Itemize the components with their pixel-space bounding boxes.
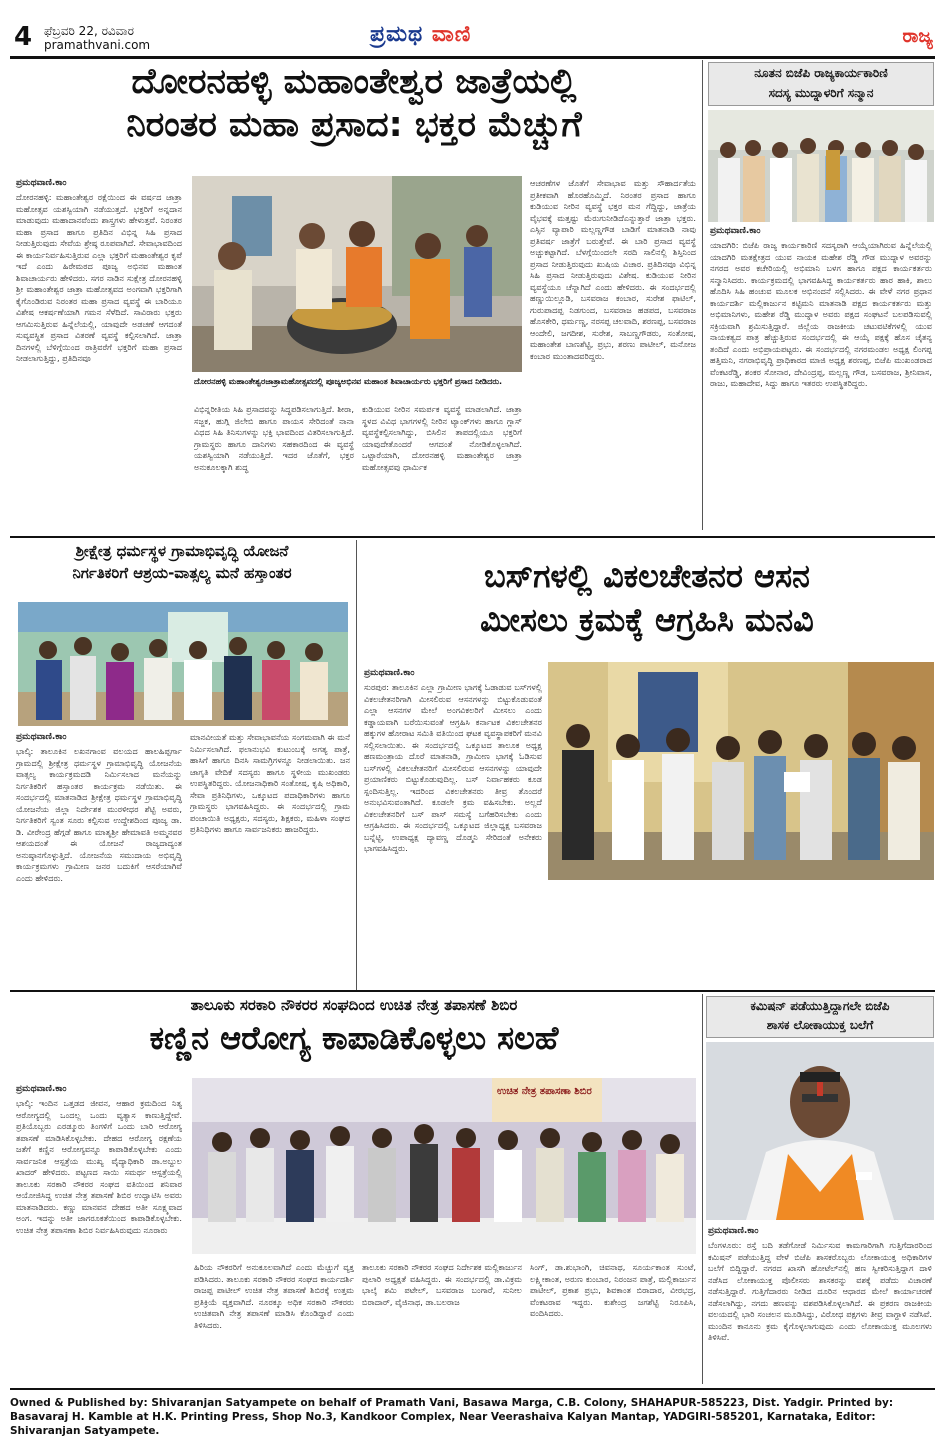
column-divider-3 (702, 994, 703, 1384)
story5-col4: ಸಿಂಗ್, ಡಾ.ಶುಭಾಂಗಿ, ಚಿವನಾಥ, ಸೂರ್ಯಕಾಂತ ಸುಂಟೆ, ಲಕ್ಷ್ಮೀಕಾಂತ, ಅರುಣ ಕುಂಬಾರ, ನಿರಂಜನ ಪಾತ್ರೆ, ಮಲ್ಲಿಕಾರ್ಜುನ ಪಾಟೀಲ್, ಪ್ರಕಾಶ ಪ್ರಭು, ಶಿವಕಾಂತ ಬಿರಾದಾರ, ವೀರಭದ್ರ, ವೆಂಕಟರಾವ ಇದ್ದರು. ಕುಶೇಂದ್ರ ಜಗಶೆಟ್ಟಿ ನಿರೂಪಿಸಿ, ವಂದಿಸಿದರು. (530, 1262, 696, 1318)
story3-headline-line1: ಶ್ರೀಕ್ಷೇತ್ರ ಧರ್ಮಸ್ಥಳ ಗ್ರಾಮಾಭಿವೃದ್ಧಿ ಯೋಜನೆ (75, 542, 289, 560)
story5-headline-line1: ತಾಲೂಕು ಸರಕಾರಿ ನೌಕರರ ಸಂಘದಿಂದ ಉಚಿತ ನೇತ್ರ ತಪಾಸಣೆ ಶಿಬಿರ (190, 996, 518, 1014)
story3-headline-line2: ನಿರ್ಗತಿಕರಿಗೆ ಆಶ್ರಯ-ವಾತ್ಸಲ್ಯ ಮನೆ ಹಸ್ತಾಂತರ (72, 563, 292, 582)
story1-headline-line1: ದೋರನಹಳ್ಳಿ ಮಹಾಂತೇಶ್ವರ ಜಾತ್ರೆಯಲ್ಲಿ (131, 62, 577, 102)
header-rule (10, 56, 935, 59)
story4-body: ಸುರಪುರ: ತಾಲೂಕಿನ ಎಲ್ಲಾ ಗ್ರಾಮೀಣ ಭಾಗಕ್ಕೆ ಓಡಾಡುವ ಬಸ್‌ಗಳಲ್ಲಿ ವಿಕಲಚೇತನರಿಗಾಗಿ ಮೀಸಲಿರುವ ಆಸನಗಳನ್ನು ಬಿಟ್ಟುಕೊಡುವಂತೆ ಎಲ್ಲಾ ಆಸನಗಳ ಮೇಲೆ ಅಂಗವಿಕಲರಿಗೆ ಮೀಸಲು ಎಂದು ಕಡ್ಡಾಯವಾಗಿ ಬರೆಯಿಸುವಂತೆ ಆಗ್ರಹಿಸಿ ಕರ್ನಾಟಕ ವಿಕಲಚೇತನರ ಹಕ್ಕುಗಳ ಹೋರಾಟ ಸಮಿತಿ ವತಿಯಿಂದ ಘಟಕ ವ್ಯವಸ್ಥಾಪಕರಿಗೆ ಮನವಿ ಸಲ್ಲಿಸಲಾಯಿತು. ಈ ಸಂದರ್ಭದಲ್ಲಿ ಒಕ್ಕೂಟದ ತಾಲೂಕ ಅಧ್ಯಕ್ಷ ಹಣಮಂತ್ರಾಯ ದೊರೆ ಮಾತನಾಡಿ, ಗ್ರಾಮೀಣ ಭಾಗಕ್ಕೆ ಓಡಿಸುವ ಬಸ್‌ಗಳಲ್ಲಿ ವಿಕಲಚೇತನರಿಗೆ ಮೀಸಲಿರುವ ಆಸನಗಳನ್ನು ಯಾವುದೇ ಪ್ರಯಾಣಿಕರು ಬಿಟ್ಟುಕೊಡುವುದಿಲ್ಲ. ಬಸ್ ನಿರ್ವಾಹಕರು ಕೂಡ ಸ್ಪಂದಿಸುತ್ತಿಲ್ಲ. ಇದರಿಂದ ವಿಕಲಚೇತನರು ತೀವ್ರ ತೊಂದರೆ ಅನುಭವಿಸುವಂತಾಗಿದೆ. ಕೂಡಲೇ ಕ್ರಮ ವಹಿಸಬೇಕು. ಅಲ್ಲದೆ ವಿಕಲಚೇತನರಿಗೆ ಬಸ್ ಪಾಸ್ ಸಮಸ್ಯೆ ಬಗೆಹರಿಸಬೇಕು ಎಂದು ಆಗ್ರಹಿಸಿದರು. ಈ ಸಂದರ್ಭದಲ್ಲಿ ಒಕ್ಕೂಟದ ಜಿಲ್ಲಾಧ್ಯಕ್ಷ ಬಸವರಾಜ ಬನ್ನೆಟ್ಟಿ, ಉಪಾಧ್ಯಕ್ಷ ದ್ಯಾವಣ್ಣ ದೊಡ್ಮನಿ ಸೇರಿದಂತೆ ಅನೇಕರು ಭಾಗವಹಿಸಿದ್ದರು. (364, 682, 542, 853)
story6-photo (706, 1042, 934, 1220)
story5-col2: ಹಿರಿಯ ನೌಕರರಿಗೆ ಅನುಕೂಲವಾಗಿದೆ ಎಂದು ಮೆಚ್ಚುಗೆ ವ್ಯಕ್ತ ಪಡಿಸಿದರು. ತಾಲೂಕು ಸರಕಾರಿ ನೌಕರರ ಸಂಘದ ಕಾರ್ಯದರ್ಶಿ ರಾಜಪ್ಪ ಪಾಟೀಲ್ ಉಚಿತ ನೇತ್ರ ತಪಾಸಣೆ ಶಿಬಿರಕ್ಕೆ ಉತ್ತಮ ಪ್ರತಿಕ್ರಿಯೆ ವ್ಯಕ್ತವಾಗಿದೆ. ನೂರಕ್ಕೂ ಅಧಿಕ ಸರಕಾರಿ ನೌಕರರು ಉಚಿತವಾಗಿ ನೇತ್ರ ತಪಾಸಣೆ ಮಾಡಿಸಿ ಕೊಂಡಿದ್ದಾರೆ ಎಂದು ತಿಳಿಸಿದರು. (194, 1262, 354, 1330)
story3-col1: ಭಾಲ್ಕಿ: ತಾಲೂಕಿನ ಲಖನಗಾಂವ ವಲಯದ ಹಾಲಹಿಪ್ಪರ್ಗಾ ಗ್ರಾಮದಲ್ಲಿ ಶ್ರೀಕ್ಷೇತ್ರ ಧರ್ಮಸ್ಥಳ ಗ್ರಾಮಾಭಿವೃದ್ಧಿ ಯೋಜನೆಯ ವಾತ್ಸಲ್ಯ ಕಾರ್ಯಕ್ರಮದಡಿ ನಿರ್ಮಿಸಲಾದ ಮನೆಯನ್ನು ನಿರ್ಗತಿಕರಿಗೆ ಹಸ್ತಾಂತರ ಕಾರ್ಯಕ್ರಮ ನಡೆಯಿತು. ಈ ಸಂದರ್ಭದಲ್ಲಿ ಮಾತನಾಡಿದ ಶ್ರೀಕ್ಷೇತ್ರ ಧರ್ಮಸ್ಥಳ ಗ್ರಾಮಾಭಿವೃದ್ಧಿ ಯೋಜನೆಯ ಜಿಲ್ಲಾ ನಿರ್ದೇಶಕ ಮುರಳೀಧರ ಶೆಟ್ಟಿ ಅವರು, ನಿರ್ಗತಿಕರಿಗೆ ಸ್ವಂತ ಸೂರು ಕಲ್ಪಿಸುವ ಉದ್ದೇಶದಿಂದ ಪೂಜ್ಯ ಡಾ. ಡಿ. ವೀರೇಂದ್ರ ಹೆಗ್ಗಡೆ ಹಾಗೂ ಮಾತೃಶ್ರೀ ಹೇಮಾವತಿ ಅಮ್ಮನವರ ಆಶಯದಂತೆ ಈ ಯೋಜನೆ ರಾಜ್ಯದಾದ್ಯಂತ ಅನುಷ್ಠಾನಗೊಳ್ಳುತ್ತಿದೆ. ಯೋಜನೆಯ ಸಮುದಾಯ ಅಭಿವೃದ್ಧಿ ಕಾರ್ಯಕ್ರಮಗಳು ಗ್ರಾಮೀಣ ಜನರ ಬದುಕಿಗೆ ಆಸರೆಯಾಗಿವೆ ಎಂದು ಹೇಳಿದರು. (16, 746, 182, 883)
story4-byline: ಪ್ರಮಥವಾಣಿ.ಕಾಂ (364, 668, 415, 678)
website[interactable]: pramathvani.com (44, 38, 151, 52)
story4-headline-line1: ಬಸ್‌ಗಳಲ್ಲಿ ವಿಕಲಚೇತನರ ಆಸನ (484, 557, 810, 595)
story1-col3: ಕುಡಿಯುವ ನೀರಿನ ಸಮರ್ಪಕ ವ್ಯವಸ್ಥೆ ಮಾಡಲಾಗಿದೆ. ಜಾತ್ರಾ ಸ್ಥಳದ ವಿವಿಧ ಭಾಗಗಳಲ್ಲಿ ನೀರಿನ ಟ್ಯಾಂಕ್‌ಗಳು ಹಾಗೂ ಗ್ಲಾಸ್ ವ್ಯವಸ್ಥೆಕಲ್ಪಿಸಲಾಗಿದ್ದು, ಬಿಸಿಲಿನ ತಾಪದಲ್ಲಿಯೂ ಭಕ್ತರಿಗೆ ಯಾವುದೇತೊಂದರೆ ಆಗದಂತೆ ನೋಡಿಕೊಳ್ಳಲಾಗಿದೆ. ಒಟ್ಟಾರೆಯಾಗಿ, ದೋರನಹಳ್ಳಿ ಮಹಾಂತೇಶ್ವರ ಜಾತ್ರಾ ಮಹೋತ್ಸವವು ಧಾರ್ಮಿಕ (362, 404, 522, 472)
story1-headline-line2: ನಿರಂತರ ಮಹಾ ಪ್ರಸಾದ: ಭಕ್ತರ ಮೆಚ್ಚುಗೆ (126, 104, 582, 145)
story5-col3: ತಾಲೂಕು ಸರಕಾರಿ ನೌಕರರ ಸಂಘದ ನಿರ್ದೇಶಕ ಮಲ್ಲಿಕಾರ್ಜುನ ಪುಲಾರಿ ಅಧ್ಯಕ್ಷತೆ ವಹಿಸಿದ್ದರು. ಈ ಸಂದರ್ಭದಲ್ಲಿ ಡಾ.ವಿಕ್ರಮ ಭಾಲ್ಕೆ ಶಮಿ ಪಟೇಲ್, ಬಸವರಾಜ ಬಂಗಾರೆ, ಸುನೀಲ ಬಿರಾದಾರ್, ವೈಜಿನಾಥ, ಡಾ.ಬಲರಾಜ (362, 1262, 522, 1307)
story2-photo (708, 110, 934, 222)
story4-photo (548, 662, 934, 880)
story5-headline-line2: ಕಣ್ಣಿನ ಆರೋಗ್ಯ ಕಾಪಾಡಿಕೊಳ್ಳಲು ಸಲಹೆ (149, 1018, 559, 1057)
row-rule-2 (10, 990, 935, 992)
story2-headline (708, 62, 934, 106)
story1-byline: ಪ್ರಮಥವಾಣಿ.ಕಾಂ (16, 178, 67, 188)
masthead (370, 22, 471, 47)
story1-caption: ದೋರನಹಳ್ಳಿ ಮಹಾಂತೇಶ್ವರಜಾತ್ರಾಮಹೋತ್ಸವದಲ್ಲಿ ಪೂಜ್ಯಅಭಿನವ ಮಹಾಂತ ಶಿವಾಚಾರ್ಯರು ಭಕ್ತರಿಗೆ ಪ್ರಸಾದ ನೀಡಿದರು. (194, 377, 503, 386)
masthead-part-b: ವಾಣಿ (431, 22, 472, 47)
row-rule-1 (10, 536, 935, 538)
story5-headline (14, 998, 694, 1055)
story6-byline: ಪ್ರಮಥವಾಣಿ.ಕಾಂ (708, 1226, 759, 1236)
section-label: ರಾಜ್ಯ (902, 26, 933, 47)
story1-col4: ಆಚರಣೆಗಳ ಜೊತೆಗೆ ಸೇವಾಭಾವ ಮತ್ತು ಸೌಹಾರ್ದತೆಯ ಪ್ರತೀಕವಾಗಿ ಹೊರಹೊಮ್ಮಿದೆ. ನಿರಂತರ ಪ್ರಸಾದ ಹಾಗೂ ಕುಡಿಯುವ ನೀರಿನ ವ್ಯವಸ್ಥೆ ಭಕ್ತರ ಮನ ಗೆದ್ದಿದ್ದು, ಜಾತ್ರೆಯ ವೈಭವಕ್ಕೆ ಮತ್ತಷ್ಟು ಮೆರುಗುನೀಡಿದೆಎನ್ನುತ್ತಾರೆ ಜಾತ್ರಾ ಭಕ್ತರು. ಎಸ್ಸಿನ ವ್ಯಾಪಾರಿ ಮಲ್ಲಣ್ಣಗೌಡ ಬಾಡಿಗೆ ಮಾತನಾಡಿ ನಾವು ಪ್ರತಿವರ್ಷ ಜಾತ್ರೆಗೆ ಬರುತ್ತೇವೆ. ಈ ಬಾರಿ ಪ್ರಸಾದ ವ್ಯವಸ್ಥೆ ಅಚ್ಚುಕಟ್ಟಾಗಿದೆ. ಬೆಳಗ್ಗೆಯಿಂದಲೇ ಸರದಿ ಸಾಲಿನಲ್ಲಿ ಶಿಸ್ತಿನಿಂದ ಪ್ರಸಾದ ನೀಡುತ್ತಿರುವುದು ಖುಷಿಯ ವಿಚಾರ. ಪ್ರತಿದಿನವೂ ವಿಭಿನ್ನ ಸಿಹಿ ಪ್ರಸಾದ ನೀಡುತ್ತಿರುವುದು ವಿಶೇಷ. ಕುಡಿಯುವ ನೀರಿನ ವ್ಯವಸ್ಥೆಯೂ ಚೆನ್ನಾಗಿದೆ ಎಂದು ಹೇಳಿದರು. ಈ ಸಂದರ್ಭದಲ್ಲಿ ಹಣ್ಣುಯಿಲ್ಲೂಡಿ, ಬಸವರಾಜ ಕಂಬಾರ, ಸುರೇಶ ಫಾಟಿಲ್, ಗುರುಪಾದಪ್ಪ ನಿಡಗುಂದ, ಬಸವರಾಜ ಹಡಪದ, ಬಸವರಾಜ ಹೊಸಕೇರಿ, ಧರ್ಮಣ್ಣ, ನರಸಪ್ಪ ಚಲವಾದಿ, ಶರಣಪ್ಪ, ಬಸವರಾಜ ಆಂದೇಲಿ, ಜಗದೀಶ, ಸುರೇಶ, ಸಾಬಣ್ಣಗೌಡರು, ಸಂತೋಷ, ಮಹಾಂತೇಶ ಬಾಣಶೆಟ್ಟಿ, ಪ್ರಭು, ಶರಣು ಪಾಟೀಲ್, ಮನೋಜ ಕಂಬಾರ ಮುಂತಾದವರಿದ್ದರು. (530, 178, 696, 361)
eye-camp-banner-text: ಉಚಿತ ನೇತ್ರ ತಪಾಸಣಾ ಶಿಬಿರ (497, 1086, 592, 1097)
story2-body: ಯಾದಗಿರಿ: ಬಿಜೆಪಿ ರಾಜ್ಯ ಕಾರ್ಯಕಾರಿಣಿ ಸದಸ್ಯರಾಗಿ ಆಯ್ಕೆಯಾಗಿರುವ ಹಿನ್ನೆಲೆಯಲ್ಲಿ ಯಾದಗಿರಿ ಮತಕ್ಷೇತ್ರದ ಯುವ ನಾಯಕ ಮಹೇಶ ರೆಡ್ಡಿ ಗೌಡ ಮುದ್ನಾಳ ಅವರನ್ನು ನಗರದ ಅವರ ಕಚೇರಿಯಲ್ಲಿ ಅಭಿಮಾನಿ ಬಳಗ ಹಾಗೂ ಪಕ್ಷದ ಕಾರ್ಯಕರ್ತರು ಸನ್ಮಾನಿಸಿದರು. ಕಾರ್ಯಕ್ರಮದಲ್ಲಿ ಭಾಗವಹಿಸಿದ್ದ ಕಾರ್ಯಕರ್ತರು ಹಾರ ಹಾಕಿ, ಶಾಲು ಹೊದಿಸಿ ಸಿಹಿ ಹಂಚುವ ಮೂಲಕ ಅಭಿನಂದನೆ ಸಲ್ಲಿಸಿದರು. ಈ ವೇಳೆ ನಗರ ಪ್ರಧಾನ ಕಾರ್ಯದರ್ಶಿ ಮಲ್ಲಿಕಾರ್ಜುನ ಕಟ್ಟಿಮನಿ ಮಾತನಾಡಿ ಪಕ್ಷದ ಕಾರ್ಯಕರ್ತರು ಮತ್ತು ಅಭಿಮಾನಿಗಳು, ಮಹೇಶ ರೆಡ್ಡಿ ಮುದ್ನಾಳ ಅವರು ಪಕ್ಷದ ಸಂಘಟನೆ ಬಲಪಡಿಸುವಲ್ಲಿ ಸಕ್ರಿಯವಾಗಿ ಶ್ರಮಿಸುತ್ತಿದ್ದಾರೆ. ಜಿಲ್ಲೆಯ ರಾಜಕೀಯ ಚಟುವಟಿಕೆಗಳಲ್ಲಿ ಯುವ ನಾಯಕತ್ವದ ಪಾತ್ರ ಹೆಚ್ಚುತ್ತಿರುವ ಸಂದರ್ಭದಲ್ಲಿ ಈ ಆಯ್ಕೆ ಪಕ್ಷಕ್ಕೆ ಹೊಸ ಚೈತನ್ಯ ತಂದಿದೆ ಎಂದು ಅಭಿಪ್ರಾಯಪಟ್ಟರು. ಈ ಸಂದರ್ಭದಲ್ಲಿ ನಗರಮಂಡಲ ಅಧ್ಯಕ್ಷ ಲಿಂಗಪ್ಪ ಹತ್ತಿಮನಿ, ನಗರಾಭಿವೃದ್ಧಿ ಪ್ರಾಧಿಕಾರದ ಮಾಜಿ ಅಧ್ಯಕ್ಷ ಶರಣಪ್ಪ, ಬಿಜೆಪಿ ಮುಖಂಡರಾದ ವೆಂಕಟರೆಡ್ಡಿ, ಶಂಕರ ಸೋನಾರ, ದೇವಿಂದ್ರಪ್ಪ, ಮಲ್ಲಣ್ಣ ಗೌಡ, ಬಸವರಾಜ, ಶ್ರೀನಿವಾಸ, ರಾಜು, ಮಹಾದೇವ, ಸಿದ್ದು ಹಾಗೂ ಇತರರು ಉಪಸ್ಥಿತರಿದ್ದರು. (710, 240, 932, 388)
story4-headline (362, 557, 932, 639)
story2-headline-line1: ನೂತನ ಬಿಜೆಪಿ ರಾಜ್ಯಕಾರ್ಯಕಾರಿಣಿ (754, 66, 888, 80)
story3-headline (14, 544, 350, 582)
dateline (44, 24, 150, 52)
masthead-part-a: ಪ್ರಮಥ (370, 22, 424, 47)
story1-col2: ವಿಭಿನ್ನರೀತಿಯ ಸಿಹಿ ಪ್ರಸಾದವನ್ನು ಸಿದ್ಧಪಡಿಸಲಾಗುತ್ತಿದೆ. ಶೀರಾ, ಸಜ್ಜಕ, ಹುಗ್ಗಿ ಜಿಲೇಬಿ ಹಾಗೂ ಪಾಯಸ ಸೇರಿದಂತೆ ನಾನಾ ವಿಧದ ಸಿಹಿ ತಿನಿಸುಗಳನ್ನು ಭಕ್ತಿ ಭಾವದಿಂದ ವಿತರಿಸಲಾಗುತ್ತಿದೆ. ಗ್ರಾಮಸ್ಥರು ಹಾಗೂ ದಾನಿಗಳು ಸಹಕಾರದಿಂದ ಈ ವ್ಯವಸ್ಥೆ ಯಶಸ್ವಿಯಾಗಿ ನಡೆಯುತ್ತಿದೆ. ಇದರ ಜೊತೆಗೆ, ಭಕ್ತರ ಅನುಕೂಲಕ್ಕಾಗಿ ಶುದ್ಧ (194, 404, 354, 472)
story2-headline-line2: ಸದಸ್ಯ ಮುದ್ನಾಳರಿಗೆ ಸನ್ಮಾನ (768, 86, 874, 100)
story6-body: ಬೆಂಗಳೂರು: ರಸ್ತೆ ಬದಿ ತಡೆಗೋಡೆ ನಿರ್ಮಿಸುವ ಕಾಮಗಾರಿಗಾಗಿ ಗುತ್ತಿಗೆದಾರರಿಂದ ಕಮಿಷನ್ ಪಡೆಯುತ್ತಿದ್ದ ವೇಳೆ ಬಿಜೆಪಿ ಶಾಸಕರೊಬ್ಬರು ಲೋಕಾಯುಕ್ತ ಅಧಿಕಾರಿಗಳ ಬಲೆಗೆ ಬಿದ್ದಿದ್ದಾರೆ. ನಗರದ ಖಾಸಗಿ ಹೋಟೆಲ್‌ನಲ್ಲಿ ಹಣ ಸ್ವೀಕರಿಸುತ್ತಿದ್ದಾಗ ದಾಳಿ ನಡೆಸಿದ ಲೋಕಾಯುಕ್ತ ಪೊಲೀಸರು ಶಾಸಕರನ್ನು ವಶಕ್ಕೆ ಪಡೆದು ವಿಚಾರಣೆ ನಡೆಸುತ್ತಿದ್ದಾರೆ. ಗುತ್ತಿಗೆದಾರರು ನೀಡಿದ ದೂರಿನ ಆಧಾರದ ಮೇಲೆ ಕಾರ್ಯಾಚರಣೆ ನಡೆಸಲಾಗಿದ್ದು, ನಗದು ಹಣವನ್ನು ವಶಪಡಿಸಿಕೊಳ್ಳಲಾಗಿದೆ. ಈ ಪ್ರಕರಣ ರಾಜಕೀಯ ವಲಯದಲ್ಲಿ ಭಾರಿ ಸಂಚಲನ ಮೂಡಿಸಿದ್ದು, ವಿರೋಧ ಪಕ್ಷಗಳು ತೀವ್ರ ವಾಗ್ದಾಳಿ ನಡೆಸಿವೆ. ಮುಂದಿನ ಕಾನೂನು ಕ್ರಮ ಕೈಗೊಳ್ಳಲಾಗುವುದು ಎಂದು ಲೋಕಾಯುಕ್ತ ಮೂಲಗಳು ತಿಳಿಸಿವೆ. (708, 1240, 932, 1342)
story6-headline (706, 996, 934, 1038)
issue-date: ಫೆಬ್ರವರಿ 22, ರವಿವಾರ (44, 24, 134, 38)
story3-photo (18, 602, 348, 726)
story6-headline-line1: ಕಮಿಷನ್ ಪಡೆಯುತ್ತಿದ್ದಾಗಲೇ ಬಿಜೆಪಿ (750, 999, 890, 1013)
page-number: 4 (14, 22, 33, 52)
story6-headline-line2: ಶಾಸಕ ಲೋಕಾಯುಕ್ತ ಬಲೆಗೆ (766, 1018, 874, 1032)
story1-photo (192, 176, 522, 372)
story5-col1: ಭಾಲ್ಕಿ: ಇಂದಿನ ಒತ್ತಡದ ಜೀವನ, ಆಹಾರ ಕ್ರಮದಿಂದ ನಿತ್ಯ ಆರೋಗ್ಯದಲ್ಲಿ ಒಂದಲ್ಲ ಒಂದು ವ್ಯತ್ಯಾಸ ಕಾಣುತ್ತಿದ್ದೇವೆ. ಪ್ರತಿಯೊಬ್ಬರು ಎರಡ್ಮೂರು ತಿಂಗಳಿಗೆ ಒಂದು ಬಾರಿ ಆರೋಗ್ಯ ತಪಾಸಣೆ ಮಾಡಿಸಿಕೊಳ್ಳಬೇಕು. ದೇಹದ ಆರೋಗ್ಯ ರಕ್ಷಣೆಯ ಜತೆಗೆ ಕಣ್ಣಿನ ಆರೋಗ್ಯವನ್ನೂ ಕಾಪಾಡಿಕೊಳ್ಳಬೇಕು ಎಂದು ಸಾರ್ವಜನಿಕ ಆಸ್ಪತ್ರೆಯ ಮುಖ್ಯ ವೈದ್ಯಾಧಿಕಾರಿ ಡಾ.ಅಬ್ದುಲ ಖಾದರ್ ಹೇಳಿದರು. ಪಟ್ಟಣದ ಸಾಯಿ ಸಮರ್ಥ ಆಸ್ಪತ್ರೆಯಲ್ಲಿ ತಾಲೂಕು ಸರಕಾರಿ ನೌಕರರ ಸಂಘದ ವತಿಯಿಂದ ಶನಿವಾರ ಆಯೋಜಿಸಿದ್ದ ಉಚಿತ ನೇತ್ರ ತಪಾಸಣೆ ಶಿಬಿರ ಉದ್ಘಾಟಿಸಿ ಅವರು ಮಾತನಾಡಿದರು. ಕಣ್ಣು ಮಾನವನ ದೇಹದ ಅತೀ ಸೂಕ್ಷ್ಮವಾದ ಅಂಗ. ಇದನ್ನು ಅತೀ ಜಾಗರೂಕತೆಯಿಂದ ಕಾಪಾಡಿಕೊಳ್ಳಬೇಕು. ಉಚಿತ ನೇತ್ರ ತಪಾಸಣಾ ಶಿಬಿರ ನಿರ್ವಹಿಸಿರುವುದು ನೂರಾರು (16, 1098, 182, 1235)
story5-byline: ಪ್ರಮಥವಾಣಿ.ಕಾಂ (16, 1084, 67, 1094)
story3-col2: ಮಾನವೀಯತೆ ಮತ್ತು ಸೇವಾಭಾವನೆಯ ಸಂಗಮವಾಗಿ ಈ ಮನೆ ನಿರ್ಮಿಸಲಾಗಿದೆ. ಫಲಾನುಭವಿ ಕುಟುಂಬಕ್ಕೆ ಅಗತ್ಯ ಪಾತ್ರೆ, ಹಾಸಿಗೆ ಹಾಗೂ ದಿನಸಿ ಸಾಮಗ್ರಿಗಳನ್ನೂ ನೀಡಲಾಯಿತು. ಜನ ಜಾಗೃತಿ ವೇದಿಕೆ ಸದಸ್ಯರು ಹಾಗೂ ಸ್ಥಳೀಯ ಮುಖಂಡರು ಉಪಸ್ಥಿತರಿದ್ದರು. ಯೋಜನಾಧಿಕಾರಿ ಸಂತೋಷ, ಕೃಷಿ ಅಧಿಕಾರಿ, ಸೇವಾ ಪ್ರತಿನಿಧಿಗಳು, ಒಕ್ಕೂಟದ ಪದಾಧಿಕಾರಿಗಳು ಹಾಗೂ ಗ್ರಾಮಸ್ಥರು ಭಾಗವಹಿಸಿದ್ದರು. ಈ ಸಂದರ್ಭದಲ್ಲಿ ಗ್ರಾಮ ಪಂಚಾಯಿತಿ ಅಧ್ಯಕ್ಷರು, ಸದಸ್ಯರು, ಶಿಕ್ಷಕರು, ಮಹಿಳಾ ಸಂಘದ ಪ್ರತಿನಿಧಿಗಳು ಹಾಗೂ ಸಾರ್ವಜನಿಕರು ಹಾಜರಿದ್ದರು. (190, 732, 350, 834)
story1-headline (14, 64, 694, 144)
story1-col1: ದೋರನಹಳ್ಳಿ: ಮಹಾಂತೇಶ್ವರ ರಕ್ಷೆಯಿಂದ ಈ ವರ್ಷದ ಜಾತ್ರಾ ಮಹೋತ್ಸವ ಯಶಸ್ವಿಯಾಗಿ ನಡೆಯುತ್ತದೆ. ಭಕ್ತರಿಗೆ ಅನ್ನದಾನ ಮಾಡುವುದು ಮಹಾದಾನವೆಂದು ಶಾಸ್ತ್ರಗಳು ಹೇಳುತ್ತವೆ. ನಿರಂತರ ಮಹಾ ಪ್ರಸಾದ ಹಾಗೂ ಪ್ರತಿದಿನ ವಿಭಿನ್ನ ಸಿಹಿ ಪ್ರಸಾದ ನೀಡುತ್ತಿರುವುದು ಸೇವೆಯ ಶ್ರೇಷ್ಠ ರೂಪವಾಗಿದೆ. ಸೇವಾಭಾವದಿಂದ ಈ ಕಾರ್ಯನಿರ್ವಹಿಸುತ್ತಿರುವ ಎಲ್ಲಾ ಭಕ್ತರಿಗೆ ಮಹಾಂತೇಶ್ವರ ಕೃಪೆ ಇದೆ ಎಂದು ಹಿರೇಮಠದ ಪೂಜ್ಯ ಅಭಿನವ ಮಹಾಂತ ಶಿವಾಚಾರ್ಯರು ಹೇಳಿದರು. ಸಗರ ನಾಡಿನ ಸುಕ್ಷೇತ್ರ ದೋರನಹಳ್ಳಿ ಶ್ರೀ ಮಹಾಂತೇಶ್ವರ ಜಾತ್ರಾ ಮಹೋತ್ಸವದ ಅಂಗವಾಗಿ ಭಕ್ತರಿಗಾಗಿ ಕೈಗೊಂಡಿರುವ ನಿರಂತರ ಮಹಾ ಪ್ರಸಾದ ವ್ಯವಸ್ಥೆ ಈ ಬಾರಿಯೂ ವಿಶೇಷ ಆಕರ್ಷಣೆಯಾಗಿ ಗಮನ ಸೆಳೆದಿದೆ. ಸಾವಿರಾರು ಭಕ್ತರು ಆಗಮಿಸುತ್ತಿರುವ ಹಿನ್ನೆಲೆಯಲ್ಲಿ, ಯಾವುದೇ ಅಡಚಣೆ ಆಗದಂತೆ ಸುವ್ಯವಸ್ಥಿತ ಪ್ರಸಾದ ವಿತರಣೆ ವ್ಯವಸ್ಥೆ ಕಲ್ಪಿಸಲಾಗಿದೆ. ಜಾತ್ರಾ ದಿನಗಳಲ್ಲಿ ಬೆಳಿಗ್ಗೆಯಿಂದ ರಾತ್ರಿವರೆಗೆ ಭಕ್ತರಿಗೆ ಮಹಾ ಪ್ರಸಾದ ನೀಡಲಾಗುತ್ತಿದ್ದು, ಪ್ರತಿದಿನವೂ (16, 192, 182, 363)
story3-byline: ಪ್ರಮಥವಾಣಿ.ಕಾಂ (16, 732, 67, 742)
story5-photo (192, 1078, 696, 1254)
imprint-footer: Owned & Published by: Shivaranjan Satyampete on behalf of Pramath Vani, Basawa Marga, C.B. Colony, SHAHAPUR-585223, Dist. Yadgir. Printed by: Basavaraj H. Kamble at H.K. Printing Press, Shop No.3, Kandkoor Complex, Near Veerashaiva Kalyan Mantap, YADGIRI-585201, Karnataka, Editor: Shivaranjan Satyampete. (10, 1388, 935, 1438)
story2-byline: ಪ್ರಮಥವಾಣಿ.ಕಾಂ (710, 226, 761, 236)
column-divider-2 (356, 540, 357, 990)
story4-headline-line2: ಮೀಸಲು ಕ್ರಮಕ್ಕೆ ಆಗ್ರಹಿಸಿ ಮನವಿ (480, 600, 814, 639)
column-divider (702, 60, 703, 530)
